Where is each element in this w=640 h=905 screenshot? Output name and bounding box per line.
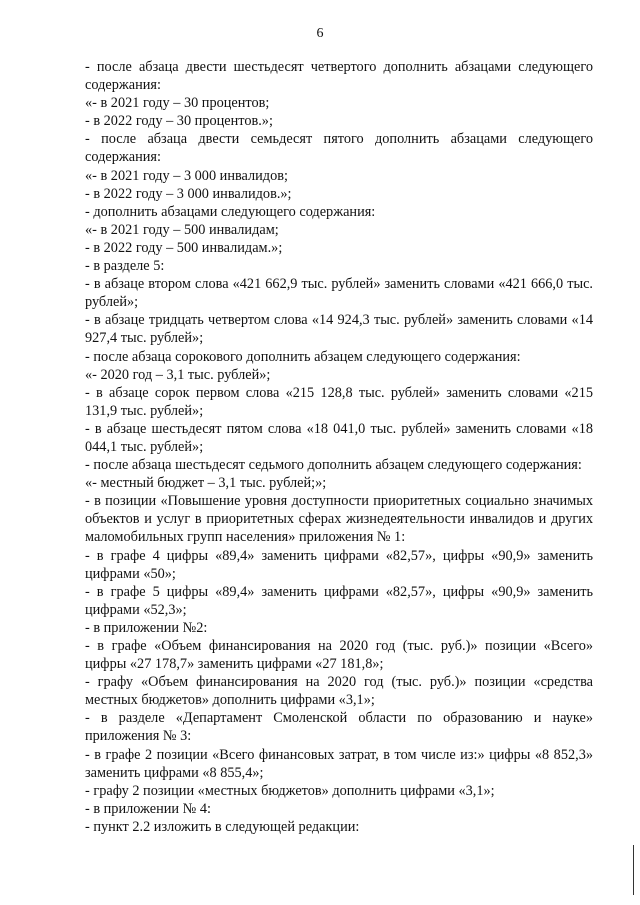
- paragraph: - в 2022 году – 500 инвалидам.»;: [85, 239, 283, 256]
- paragraph: - пункт 2.2 изложить в следующей редакции:: [85, 818, 360, 835]
- paragraph: - в абзаце втором слова «421 662,9 тыс. рублей» заменить словами «421 666,0 тыс. рублей»;: [85, 276, 593, 311]
- scan-edge-mark: [633, 845, 634, 895]
- paragraph: - в 2022 году – 3 000 инвалидов.»;: [85, 185, 292, 202]
- paragraph: - графу 2 позиции «местных бюджетов» дополнить цифрами «3,1»;: [85, 782, 495, 799]
- paragraph: «- в 2021 году – 500 инвалидам;: [85, 221, 279, 238]
- paragraph: - графу «Объем финансирования на 2020 год (тыс. руб.)» позиции «средства местных бюджетов» дополнить цифрами «3,1»;: [85, 674, 593, 709]
- paragraph: - в абзаце тридцать четвертом слова «14 924,3 тыс. рублей» заменить словами «14 927,4 тыс. рублей»;: [85, 312, 593, 347]
- paragraph: - дополнить абзацами следующего содержания:: [85, 203, 376, 220]
- paragraph: - в абзаце сорок первом слова «215 128,8 тыс. рублей» заменить словами «215 131,9 тыс. рублей»;: [85, 384, 593, 419]
- document-body: [85, 58, 593, 836]
- paragraph: - в графе 2 позиции «Всего финансовых затрат, в том числе из:» цифры «8 852,3» заменить цифрами «8 855,4»;: [85, 746, 593, 781]
- paragraph: - в графе «Объем финансирования на 2020 год (тыс. руб.)» позиции «Всего» цифры «27 178,7» заменить цифрами «27 181,8»;: [85, 638, 593, 673]
- paragraph: - в абзаце шестьдесят пятом слова «18 041,0 тыс. рублей» заменить словами «18 044,1 тыс. рублей»;: [85, 420, 593, 455]
- paragraph: - в графе 5 цифры «89,4» заменить цифрами «82,57», цифры «90,9» заменить цифрами «52,3»;: [85, 583, 593, 618]
- paragraph: «- 2020 год – 3,1 тыс. рублей»;: [85, 366, 271, 383]
- paragraph: - в приложении №2:: [85, 619, 208, 636]
- paragraph: «- в 2021 году – 3 000 инвалидов;: [85, 167, 288, 184]
- paragraph: - в графе 4 цифры «89,4» заменить цифрами «82,57», цифры «90,9» заменить цифрами «50»;: [85, 547, 593, 582]
- paragraph: - после абзаца двести семьдесят пятого дополнить абзацами следующего содержания:: [85, 131, 593, 166]
- paragraph: - в приложении № 4:: [85, 800, 211, 817]
- page-number: 6: [316, 26, 324, 41]
- paragraph: - после абзаца шестьдесят седьмого дополнить абзацем следующего содержания:: [85, 457, 582, 474]
- paragraph: - после абзаца двести шестьдесят четвертого дополнить абзацами следующего содержания:: [85, 59, 593, 94]
- paragraph: - в разделе 5:: [85, 258, 165, 275]
- paragraph: - после абзаца сорокового дополнить абзацем следующего содержания:: [85, 348, 521, 365]
- paragraph: - в разделе «Департамент Смоленской области по образованию и науке» приложения № 3:: [85, 710, 593, 745]
- paragraph: - в позиции «Повышение уровня доступности приоритетных социально значимых объектов и услуг в приоритетных сферах жизнедеятельности инвалидов и других маломобильных групп населения» приложения № 1:: [85, 493, 593, 546]
- paragraph: «- местный бюджет – 3,1 тыс. рублей;»;: [85, 475, 327, 492]
- paragraph: «- в 2021 году – 30 процентов;: [85, 95, 270, 112]
- paragraph: - в 2022 году – 30 процентов.»;: [85, 113, 273, 130]
